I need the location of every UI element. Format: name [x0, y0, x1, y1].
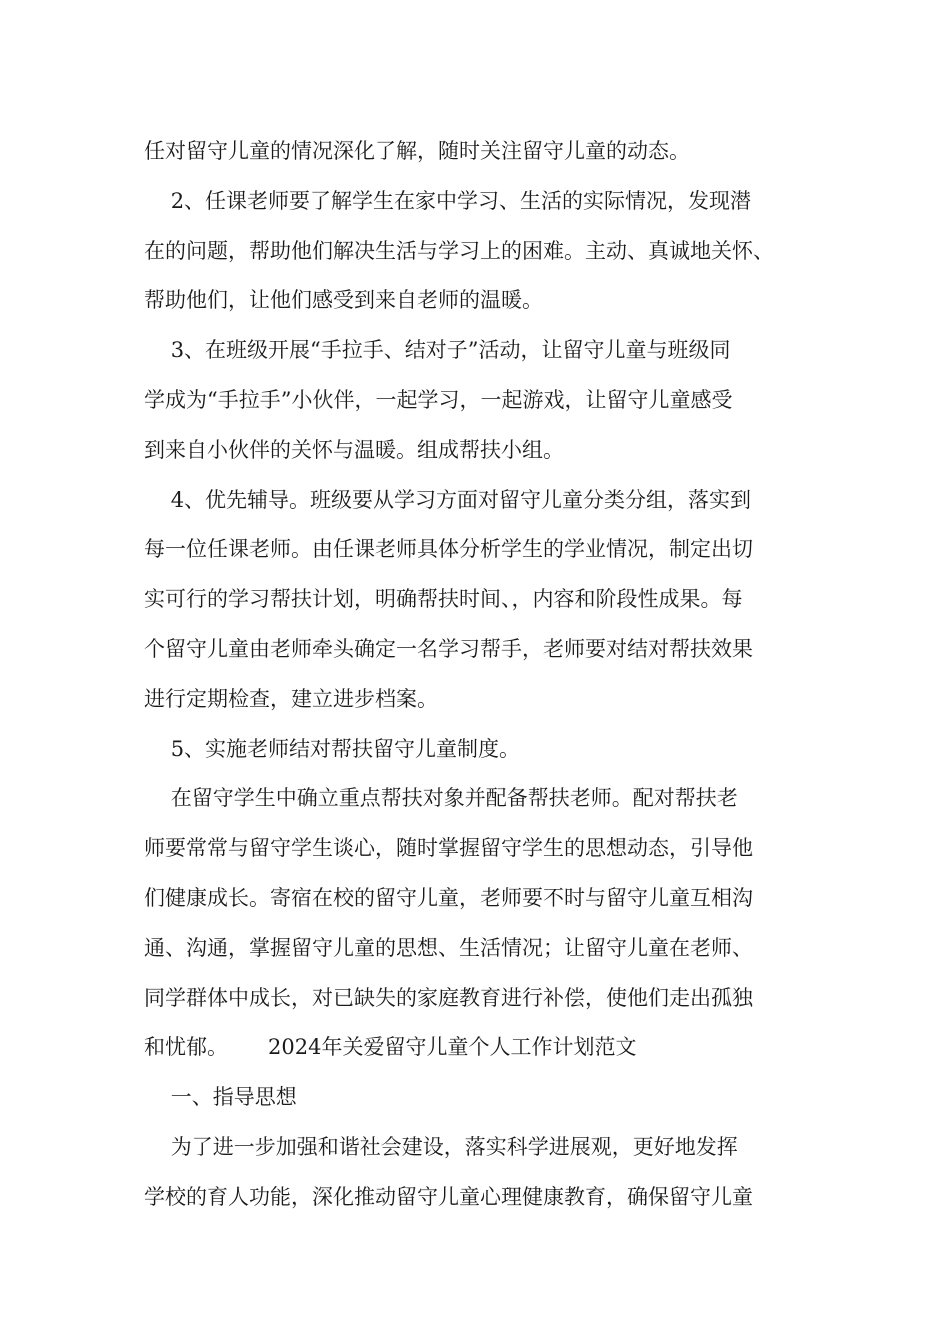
text-line: 帮助他们，让他们感受到来自老师的温暖。 — [144, 288, 543, 312]
text-line: 在的问题，帮助他们解决生活与学习上的困难。主动、真诚地关怀、 — [144, 239, 774, 263]
text-line: 3、在班级开展“手拉手、结对子”活动，让留守儿童与班级同 — [144, 338, 731, 362]
text-line: 们健康成长。寄宿在校的留守儿童，老师要不时与留守儿童互相沟 — [144, 886, 753, 910]
text-line: 实可行的学习帮扶计划，明确帮扶时间、，内容和阶段性成果。每 — [144, 587, 743, 611]
text-line: 和忧郁。 2024年关爱留守儿童个人工作计划范文 — [144, 1035, 637, 1059]
text-line: 学校的育人功能，深化推动留守儿童心理健康教育，确保留守儿童 — [144, 1185, 753, 1209]
text-line: 到来自小伙伴的关怀与温暖。组成帮扶小组。 — [144, 438, 564, 462]
text-line: 同学群体中成长，对已缺失的家庭教育进行补偿，使他们走出孤独 — [144, 986, 753, 1010]
text-line: 任对留守儿童的情况深化了解，随时关注留守儿童的动态。 — [144, 139, 690, 163]
text-line: 2、任课老师要了解学生在家中学习、生活的实际情况，发现潜 — [144, 189, 752, 213]
text-line: 5、实施老师结对帮扶留守儿童制度。 — [144, 737, 521, 761]
text-line: 一、指导思想 — [144, 1085, 297, 1109]
text-line: 进行定期检查，建立进步档案。 — [144, 687, 438, 711]
text-line: 每一位任课老师。由任课老师具体分析学生的学业情况，制定出切 — [144, 537, 753, 561]
text-line: 4、优先辅导。班级要从学习方面对留守儿童分类分组，落实到 — [144, 488, 752, 512]
text-line: 为了进一步加强和谐社会建设，落实科学进展观，更好地发挥 — [144, 1135, 738, 1159]
text-line: 师要常常与留守学生谈心，随时掌握留守学生的思想动态，引导他 — [144, 836, 753, 860]
text-line: 通、沟通，掌握留守儿童的思想、生活情况；让留守儿童在老师、 — [144, 936, 753, 960]
text-line: 个留守儿童由老师牵头确定一名学习帮手，老师要对结对帮扶效果 — [144, 637, 753, 661]
text-line: 学成为“手拉手”小伙伴，一起学习，一起游戏，让留守儿童感受 — [144, 388, 733, 412]
text-line: 在留守学生中确立重点帮扶对象并配备帮扶老师。配对帮扶老 — [144, 786, 738, 810]
